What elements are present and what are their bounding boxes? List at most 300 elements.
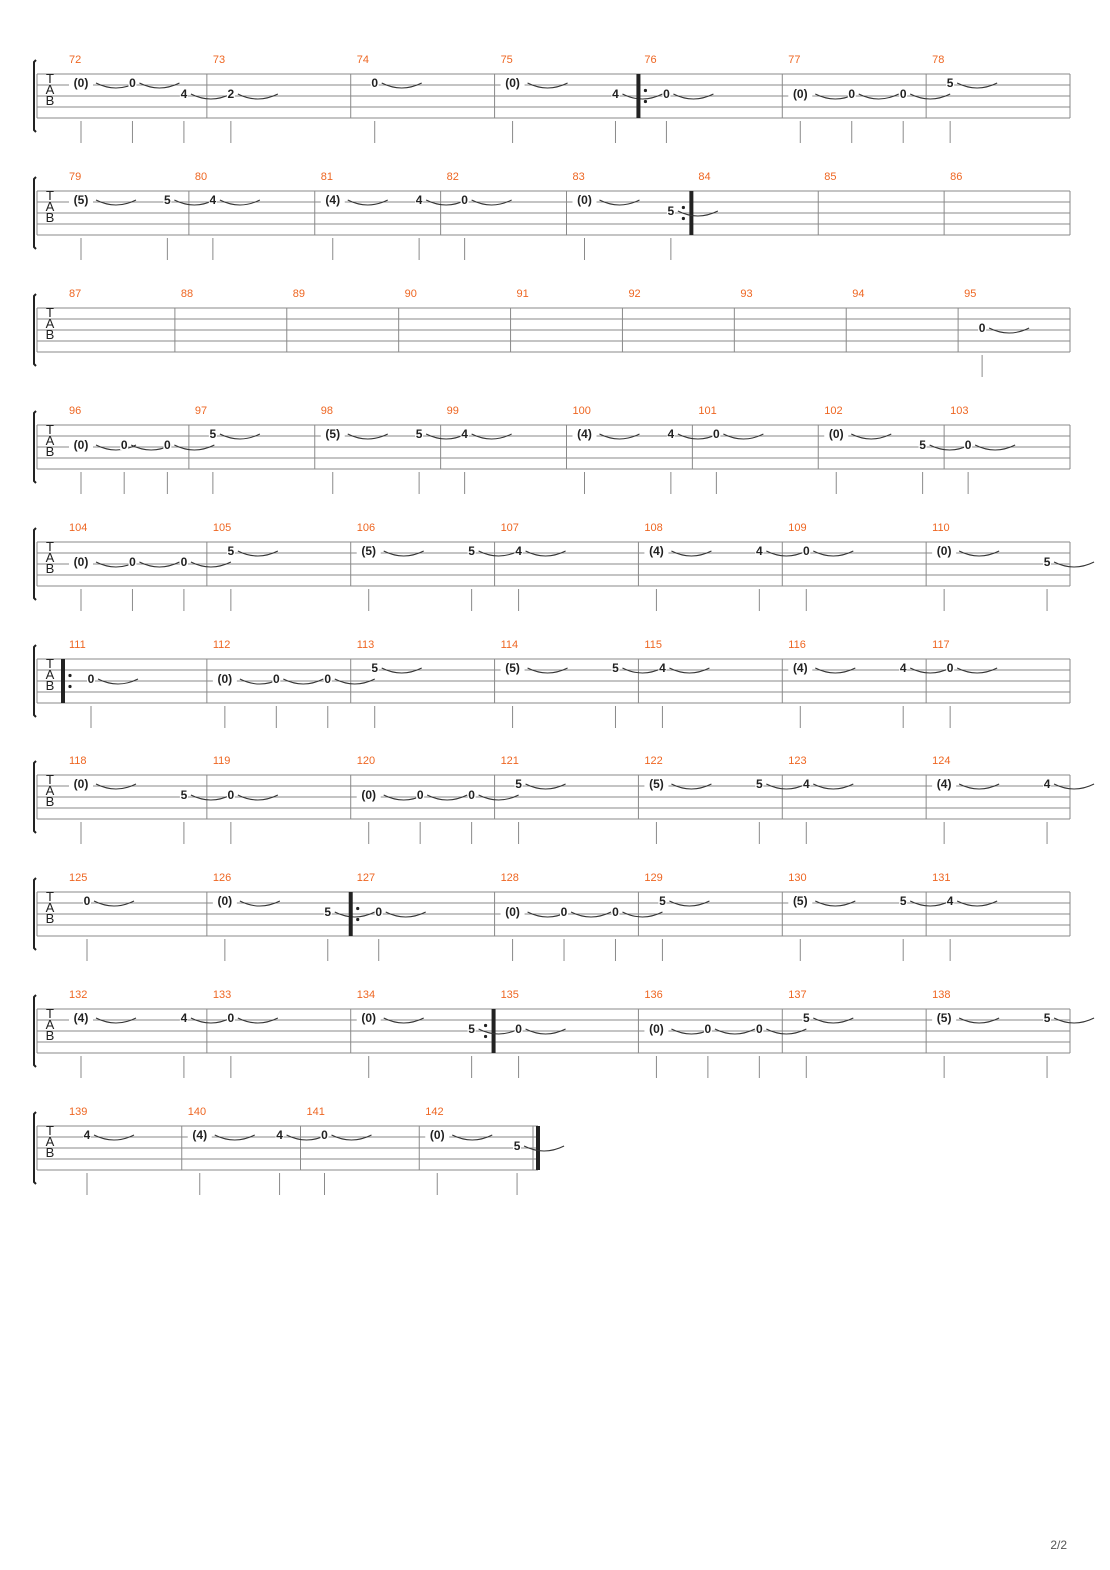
fret-number: 5 [946,76,954,90]
measure-number: 103 [950,405,969,417]
measure [195,405,315,494]
measure [932,54,1070,143]
tie-arc [1054,784,1094,789]
tab-clef-letter: A [45,1017,55,1032]
fret-number: 0 [802,544,810,558]
fret-number: (4) [649,544,664,558]
measure-number: 121 [500,755,519,767]
repeat-end-barline [689,191,693,235]
tab-clef-letter: T [46,305,54,320]
measure [636,54,782,143]
fret-number: 0 [227,1011,235,1025]
fret-number: 0 [375,905,383,919]
fret-number: 4 [899,661,907,675]
fret-number: 5 [468,544,475,558]
measure-number: 135 [500,989,519,1001]
measure [69,54,231,143]
tab-clef-letter: T [46,889,54,904]
measure [69,1106,182,1195]
repeat-dot [356,907,359,910]
measure-number: 98 [320,405,333,417]
measure-number: 81 [320,171,333,183]
measure [501,639,663,728]
measure [788,639,950,728]
measure-number: 82 [446,171,459,183]
fret-number: (5) [505,661,520,675]
fret-number: 5 [468,1022,475,1036]
fret-number: 4 [415,193,423,207]
measure [573,171,718,260]
measure [573,405,718,494]
fret-number: 5 [371,661,379,675]
measure [69,171,214,260]
measure [628,288,734,352]
measure-number: 115 [644,639,662,651]
fret-number: (0) [73,777,89,791]
tab-clef-letter: B [45,327,55,342]
fret-number: (4) [325,193,341,207]
measure-number: 138 [932,989,951,1001]
fret-number: 0 [324,672,332,686]
measure [69,872,207,961]
system-bracket [34,294,36,366]
measure [213,989,351,1078]
measure [698,171,818,235]
measure [69,522,231,611]
measure-number: 123 [788,755,807,767]
repeat-start-barline [349,892,353,936]
fret-number: 5 [180,788,188,802]
fret-number: 0 [129,76,136,90]
measure-number: 118 [69,755,87,767]
measure-number: 94 [852,288,865,300]
fret-number: 4 [209,193,217,207]
measure-number: 90 [404,288,417,300]
tab-system [34,989,1094,1078]
measure [501,872,663,961]
tab-clef-letter: B [45,794,55,809]
measure [357,54,495,143]
measure [932,872,1070,961]
fret-number: 0 [83,894,91,908]
system-bracket [34,411,36,483]
fret-number: 0 [468,788,475,802]
fret-number: 5 [415,427,423,441]
fret-number: 0 [704,1022,712,1036]
measure-number: 88 [180,288,194,300]
measure-number: 84 [698,171,711,183]
fret-number: 0 [87,672,95,686]
fret-number: (0) [73,438,89,452]
fret-number: (5) [792,894,808,908]
measure-number: 79 [69,171,82,183]
measure-number: 132 [69,989,88,1001]
fret-number: 5 [209,427,217,441]
fret-number: 0 [461,193,468,207]
measure-number: 128 [500,872,519,884]
repeat-dot [682,206,685,209]
measure [740,288,846,352]
measure-number: 78 [932,54,945,66]
fret-number: (0) [577,193,592,207]
measure [852,288,958,352]
measure-number: 109 [788,522,807,534]
measure-number: 87 [69,288,82,300]
measure-number: 100 [572,405,591,417]
fret-number: 0 [964,438,972,452]
measure-number: 137 [788,989,807,1001]
fret-number: 0 [612,905,619,919]
measure [425,1106,564,1195]
fret-number: 4 [612,87,619,101]
measure-number: 111 [69,639,86,651]
measure-number: 124 [932,755,951,767]
measure [788,872,950,961]
measure [293,288,399,352]
fret-number: 4 [659,661,666,675]
fret-number: 4 [461,427,468,441]
measure [405,288,511,352]
tab-system [34,872,1070,961]
measure-number: 95 [964,288,977,300]
tab-clef-letter: B [45,911,55,926]
system-bracket [34,60,36,132]
measure [213,639,375,728]
fret-number: 5 [324,905,332,919]
repeat-start-barline [636,74,640,118]
tab-clef-letter: B [45,561,55,576]
fret-number: 5 [515,777,522,791]
fret-number: 5 [612,661,619,675]
fret-number: (0) [429,1128,445,1142]
tab-clef-letter: A [45,1134,55,1149]
fret-number: 5 [1043,555,1051,569]
measure-number: 126 [212,872,232,884]
fret-number: 4 [180,1011,188,1025]
measure [501,989,639,1078]
fret-number: (0) [649,1022,664,1036]
fret-number: (0) [792,87,808,101]
repeat-end-barline [492,1009,496,1053]
tab-clef-letter: T [46,772,54,787]
tab-clef-letter: B [45,93,55,108]
tab-clef-letter: T [46,1123,54,1138]
repeat-dot [68,685,71,688]
measure-number: 77 [788,54,801,66]
measure [698,405,818,494]
measure [644,989,806,1078]
fret-number: (4) [577,427,592,441]
repeat-dot [644,100,647,103]
measure-number: 125 [69,872,88,884]
measure [788,522,926,611]
measure [788,989,926,1078]
fret-number: 2 [227,87,235,101]
measure-number: 133 [212,989,232,1001]
tab-system [34,54,1070,143]
tab-clef-letter: A [45,900,55,915]
fret-number: 0 [755,1022,763,1036]
tab-clef-letter: B [45,678,55,693]
fret-number: (0) [828,427,844,441]
tab-clef-letter: A [45,667,55,682]
fret-number: 5 [899,894,907,908]
measure-number: 99 [446,405,459,417]
measure-number: 131 [932,872,951,884]
measure-number: 112 [212,639,231,651]
fret-number: 5 [667,204,675,218]
tab-clef-letter: B [45,1028,55,1043]
system-bracket [34,878,36,950]
measure-number: 97 [194,405,208,417]
fret-number: (5) [361,544,377,558]
measure [517,288,623,352]
measure [932,755,1094,844]
measure [357,755,519,844]
measure-number: 116 [788,639,806,651]
fret-number: (4) [792,661,808,675]
fret-number: 0 [515,1022,522,1036]
fret-number: 0 [946,661,954,675]
fret-number: 5 [164,193,171,207]
repeat-dot [484,1035,487,1038]
fret-number: 5 [659,894,666,908]
measure [61,639,207,728]
measure-number: 119 [212,755,231,767]
fret-number: 0 [663,87,670,101]
measure-number: 113 [356,639,375,651]
measure-number: 74 [356,54,369,66]
measure [213,522,351,611]
measure-number: 108 [644,522,663,534]
measure [788,755,926,844]
fret-number: 5 [919,438,926,452]
tie-arc [1054,1018,1094,1023]
measure [644,639,782,728]
tab-clef-letter: B [45,444,55,459]
measure-number: 83 [572,171,585,183]
repeat-dot [682,217,685,220]
measure-number: 93 [740,288,753,300]
measure-number: 91 [516,288,529,300]
tie-arc [524,1146,564,1151]
fret-number: 5 [227,544,235,558]
measure [181,288,287,352]
measure-number: 117 [932,639,950,651]
fret-number: 4 [83,1128,91,1142]
fret-number: 0 [272,672,280,686]
fret-number: 0 [120,438,128,452]
tab-system [34,171,1070,260]
tab-system [34,1106,564,1195]
fret-number: 0 [129,555,136,569]
measure [501,755,639,844]
fret-number: (0) [73,555,89,569]
fret-number: 4 [755,544,763,558]
system-bracket [34,1112,36,1184]
measure [447,405,567,494]
system-bracket [34,761,36,833]
measure-number: 92 [628,288,641,300]
tab-system [34,639,1070,728]
repeat-dot [644,89,647,92]
measure-number: 86 [950,171,963,183]
repeat-dot [68,674,71,677]
measure [644,872,782,961]
fret-number: 4 [180,87,188,101]
measure [447,171,567,260]
measure [69,288,175,352]
measure [932,989,1094,1078]
measure-number: 110 [932,522,950,534]
fret-number: (0) [505,76,520,90]
measure-number: 76 [644,54,657,66]
measure [950,171,1070,235]
measure-number: 114 [500,639,519,651]
repeat-start-barline [61,659,65,703]
measure-number: 141 [306,1106,325,1118]
fret-number: 0 [321,1128,328,1142]
measure-number: 106 [356,522,376,534]
fret-number: (0) [217,672,233,686]
measure-number: 80 [194,171,208,183]
measure [69,405,214,494]
measure-number: 101 [698,405,717,417]
fret-number: 0 [180,555,188,569]
measure [824,171,944,235]
measure [69,755,231,844]
measure-number: 104 [69,522,88,534]
fret-number: 5 [802,1011,810,1025]
measure [213,54,351,143]
fret-number: 0 [899,87,907,101]
tab-system [34,522,1094,611]
system-bracket [34,645,36,717]
fret-number: (4) [73,1011,89,1025]
fret-number: 4 [802,777,810,791]
measure-number: 73 [212,54,226,66]
tab-system [34,288,1070,377]
fret-number: 0 [371,76,379,90]
fret-number: 5 [755,777,763,791]
fret-number: 5 [513,1139,521,1153]
repeat-dot [484,1024,487,1027]
fret-number: 0 [560,905,568,919]
fret-number: 0 [978,321,986,335]
tab-clef-letter: A [45,82,55,97]
tab-clef-letter: A [45,316,55,331]
measure-number: 130 [788,872,807,884]
measure-number: 85 [824,171,837,183]
final-barline [536,1126,540,1170]
measure [357,989,519,1078]
fret-number: 0 [713,427,720,441]
measure-number: 75 [500,54,513,66]
measure [824,405,969,494]
tab-system [34,405,1070,494]
tab-clef-letter: T [46,656,54,671]
system-bracket [34,528,36,600]
measure [349,872,495,961]
tab-clef-letter: T [46,539,54,554]
measure-number: 105 [212,522,232,534]
fret-number: (0) [73,76,89,90]
tab-clef-letter: T [46,422,54,437]
measure [188,1106,327,1195]
tab-clef-letter: T [46,188,54,203]
system-bracket [34,995,36,1067]
measure [964,288,1070,377]
measure [195,171,315,260]
fret-number: 4 [515,544,522,558]
measure-number: 129 [644,872,663,884]
measure-number: 142 [425,1106,444,1118]
measure-number: 120 [356,755,376,767]
measure [501,522,639,611]
fret-number: (0) [936,544,952,558]
fret-number: (0) [361,788,377,802]
fret-number: 4 [667,427,675,441]
fret-number: 0 [164,438,171,452]
tab-clef-letter: A [45,550,55,565]
measure-number: 136 [644,989,663,1001]
fret-number: 4 [276,1128,283,1142]
system-bracket [34,177,36,249]
tab-clef-letter: T [46,1006,54,1021]
measure [644,522,806,611]
measure-number: 102 [824,405,843,417]
tab-clef-letter: A [45,433,55,448]
tab-clef-letter: A [45,783,55,798]
fret-number: (5) [649,777,664,791]
measure [950,405,1070,494]
measure [644,755,806,844]
measure-number: 122 [644,755,663,767]
fret-number: 5 [1043,1011,1051,1025]
measure [321,405,466,494]
measure [932,639,1070,728]
measure-number: 107 [500,522,519,534]
measure-number: 89 [292,288,306,300]
tab-clef-letter: B [45,210,55,225]
tab-clef-letter: T [46,71,54,86]
fret-number: (4) [936,777,952,791]
measure [788,54,950,143]
fret-number: 0 [848,87,856,101]
measure [932,522,1094,611]
tie-arc [1054,562,1094,567]
measure-number: 127 [356,872,376,884]
measure-number: 72 [69,54,82,66]
fret-number: 0 [227,788,235,802]
fret-number: (0) [217,894,233,908]
measure [357,522,519,611]
measure-number: 139 [69,1106,88,1118]
tab-system [34,755,1094,844]
fret-number: (5) [325,427,341,441]
fret-number: 4 [1043,777,1051,791]
fret-number: 0 [416,788,424,802]
measure-number: 96 [69,405,82,417]
tab-clef-letter: B [45,1145,55,1160]
measure [69,989,231,1078]
page-number: 2/2 [1050,1538,1067,1552]
measure [321,171,466,260]
fret-number: (5) [73,193,89,207]
tab-clef-letter: A [45,199,55,214]
fret-number: (0) [361,1011,377,1025]
measure [213,755,351,844]
